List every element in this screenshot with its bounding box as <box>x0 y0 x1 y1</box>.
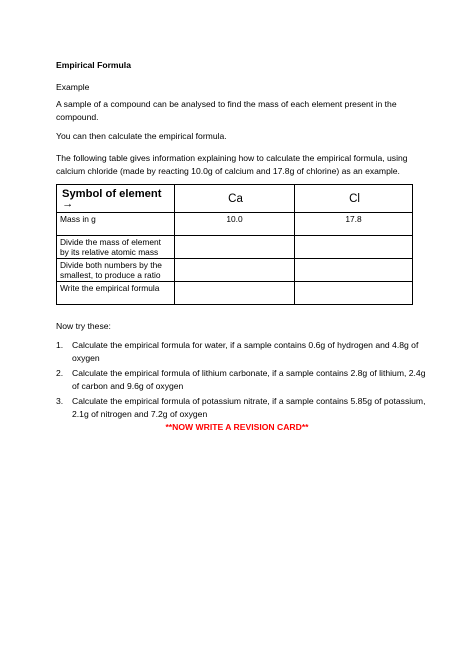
table-row-mass <box>57 213 413 236</box>
table-row-divide-atomic-mass <box>57 236 413 259</box>
arrow-right-icon: → <box>62 197 74 210</box>
cell-ca-moles[interactable] <box>175 236 295 259</box>
table-intro-line-2: calcium chloride (made by reacting 10.0g of calcium and 17.8g of chlorine) as an example. <box>56 166 400 176</box>
cell-cl-mass: 17.8 <box>295 213 413 236</box>
question-text: Calculate the empirical formula of lithium carbonate, if a sample contains 2.8g of lithium, 2.4g of carbon and 9.6g of oxygen <box>72 368 426 391</box>
list-item <box>56 367 426 393</box>
list-item <box>56 395 426 421</box>
question-text: Calculate the empirical formula for water, if a sample contains 0.6g of hydrogen and 4.8g of oxygen <box>72 340 419 363</box>
list-item <box>56 339 426 365</box>
example-label: Example <box>56 82 90 92</box>
empirical-formula-table <box>56 184 413 305</box>
page-title: Empirical Formula <box>56 60 131 70</box>
row-label: Mass in g <box>57 213 175 236</box>
header-symbol-label: Symbol of element <box>62 187 162 200</box>
intro-paragraph <box>56 98 397 124</box>
row-label: Write the empirical formula <box>57 282 175 305</box>
cell-formula-1[interactable] <box>175 282 295 305</box>
question-text: Calculate the empirical formula of potassium nitrate, if a sample contains 5.85g of potassium, 2.1g of nitrogen and 7.2g of oxygen <box>72 396 426 419</box>
table-header-row <box>57 185 413 213</box>
table-row-ratio <box>57 259 413 282</box>
question-number: 2. <box>56 368 64 378</box>
table-row-formula <box>57 282 413 305</box>
table-intro-paragraph <box>56 152 408 178</box>
header-element-ca: Ca <box>175 185 295 213</box>
row-label: Divide the mass of element by its relative atomic mass <box>57 236 175 259</box>
row-label: Divide both numbers by the smallest, to produce a ratio <box>57 259 175 282</box>
question-number: 1. <box>56 340 64 350</box>
revision-card-instruction: **NOW WRITE A REVISION CARD** <box>165 422 309 432</box>
intro-line-1: A sample of a compound can be analysed to find the mass of each element present in the <box>56 99 397 109</box>
cell-formula-2[interactable] <box>295 282 413 305</box>
header-element-cl: Cl <box>295 185 413 213</box>
cell-ca-ratio[interactable] <box>175 259 295 282</box>
now-try-heading: Now try these: <box>56 321 111 331</box>
question-number: 3. <box>56 396 64 406</box>
intro-line-2: compound. <box>56 112 99 122</box>
table-intro-line-1: The following table gives information explaining how to calculate the empirical formula, using <box>56 153 408 163</box>
cell-cl-ratio[interactable] <box>295 259 413 282</box>
question-list <box>56 339 426 423</box>
cell-ca-mass: 10.0 <box>175 213 295 236</box>
header-symbol-cell <box>57 185 175 213</box>
cell-cl-moles[interactable] <box>295 236 413 259</box>
calc-paragraph: You can then calculate the empirical formula. <box>56 131 227 141</box>
